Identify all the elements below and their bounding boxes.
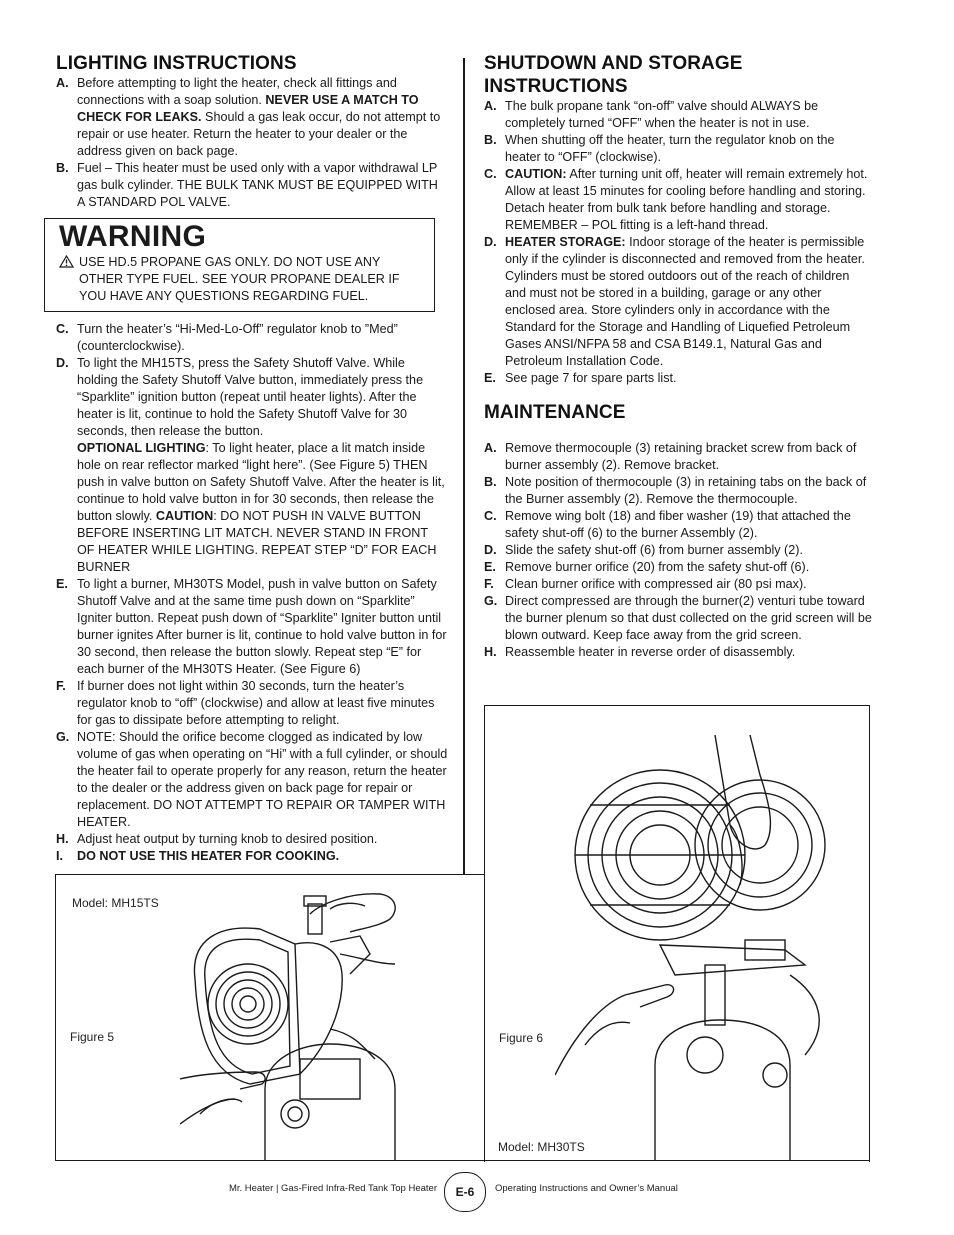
step-label: B. — [484, 475, 497, 489]
step-text: Should a gas leak occur, do not attempt to repair or use heater. Return the heater to your dealer or the address given on back page. — [77, 110, 441, 158]
shutdown-step-b — [484, 132, 872, 166]
shutdown-step-d — [484, 234, 872, 370]
lighting-instructions-section — [56, 52, 448, 865]
lighting-heading: LIGHTING INSTRUCTIONS — [56, 53, 297, 74]
step-label: C. — [484, 167, 497, 181]
step-text: DO NOT USE THIS HEATER FOR COOKING. — [77, 849, 340, 863]
column-divider — [463, 58, 465, 875]
maintenance-step-h — [484, 644, 872, 661]
warning-row — [59, 254, 420, 305]
step-text: To light a burner, MH30TS Model, push in valve button on Safety Shutoff Valve and at the same time push down on “Sparklite” Igniter button. Repeat push down of “Sparklite” Igniter button until burner ignites After burner is lit, continue to hold valve button in for 30 second, then release the button slowly. Repeat step “E” for each burner of the MH30TS Heater. (See Figure 6) — [77, 577, 447, 676]
figure6-heater-illustration — [555, 735, 865, 1160]
maintenance-step-e — [484, 559, 872, 576]
figure5-label: Figure 5 — [70, 1030, 115, 1044]
optional-heading: OPTIONAL LIGHTING — [77, 441, 206, 455]
maintenance-heading: MAINTENANCE — [484, 402, 626, 423]
shutdown-step-c — [484, 166, 872, 234]
shutdown-step-e — [484, 370, 872, 387]
lighting-step-b — [56, 160, 448, 211]
lighting-step-d — [56, 355, 448, 440]
shutdown-step-a — [484, 98, 872, 132]
step-text: Note position of thermocouple (3) in retaining tabs on the back of the Burner assembly (2). Remove the thermocouple. — [505, 475, 867, 506]
figure6-label: Figure 6 — [499, 1031, 544, 1045]
figure6-model-caption: Model: MH30TS — [498, 1140, 585, 1154]
step-text: To light the MH15TS, press the Safety Shutoff Valve. While holding the Safety Shutoff Valve button, immediately press the “Sparklite” ignition button (repeat until heater lights). After the heater is lit, continue to hold the Safety Shutoff Valve for 30 seconds, then release the button. — [77, 356, 424, 438]
lighting-step-c — [56, 321, 448, 355]
warning-triangle-icon — [59, 255, 74, 273]
step-emphasis: HEATER STORAGE: — [505, 235, 626, 249]
step-label: A. — [484, 441, 497, 455]
step-emphasis: CAUTION: — [505, 167, 567, 181]
step-text: After turning unit off, heater will remain extremely hot. Allow at least 15 minutes for cooling before handling and storing. Detach heater from bulk tank before handling and storage. REMEMBER – POL fitting is a left-hand thread. — [505, 167, 868, 232]
step-text: See page 7 for spare parts list. — [505, 371, 677, 385]
lighting-step-e — [56, 576, 448, 678]
optional-text: : To light heater, place a lit match inside hole on rear reflector marked “light here”. (See Figure 5) THEN push in valve button on Safety Shutoff Valve. After the heater is lit, continue to hold valve button in for 30 seconds, then release the button slowly. — [77, 441, 445, 523]
maintenance-step-g — [484, 593, 872, 644]
step-label: B. — [484, 133, 497, 147]
lighting-step-h — [56, 831, 448, 848]
heading-line: INSTRUCTIONS — [484, 76, 628, 97]
optional-text: : DO NOT PUSH IN VALVE BUTTON BEFORE INSERTING LIT MATCH. NEVER STAND IN FRONT OF HEATER WHILE LIGHTING. REPEAT STEP “D” FOR EACH BURNER — [77, 509, 437, 574]
step-text: Remove thermocouple (3) retaining bracket screw from back of burner assembly (2). Remove bracket. — [505, 441, 857, 472]
lighting-step-f — [56, 678, 448, 729]
warning-text: USE HD.5 PROPANE GAS ONLY. DO NOT USE ANY OTHER TYPE FUEL. SEE YOUR PROPANE DEALER IF YOU HAVE ANY QUESTIONS REGARDING FUEL. — [79, 255, 400, 303]
step-text: If burner does not light within 30 seconds, turn the heater’s regulator knob to “off” (clockwise) and allow at least five minutes for gas to dissipate before attempting to relight. — [77, 679, 435, 727]
maintenance-step-b — [484, 474, 872, 508]
step-text: Direct compressed are through the burner(2) venturi tube toward the burner plenum so that dust collected on the grid screen will be blown outward. Keep face away from the grid screen. — [505, 594, 872, 642]
footer-right-text: Operating Instructions and Owner’s Manual — [495, 1183, 678, 1194]
page-number-badge: E-6 — [444, 1172, 486, 1212]
optional-lighting — [56, 440, 448, 576]
step-label: D. — [484, 235, 497, 249]
step-text: When shutting off the heater, turn the regulator knob on the heater to “OFF” (clockwise). — [505, 133, 835, 164]
warning-box — [44, 218, 435, 312]
step-label: E. — [56, 577, 68, 591]
shutdown-section — [484, 52, 872, 661]
figure5-frame-top — [55, 874, 484, 875]
maintenance-step-f — [484, 576, 872, 593]
step-label: A. — [484, 99, 497, 113]
shutdown-heading — [484, 52, 872, 98]
step-label: E. — [484, 560, 496, 574]
heading-line: SHUTDOWN AND STORAGE — [484, 53, 743, 74]
footer-left-text: Mr. Heater | Gas-Fired Infra-Red Tank Top Heater — [228, 1183, 437, 1194]
step-label: F. — [56, 679, 66, 693]
maintenance-step-c — [484, 508, 872, 542]
maintenance-step-d — [484, 542, 872, 559]
step-text: Adjust heat output by turning knob to desired position. — [77, 832, 378, 846]
step-text: Remove wing bolt (18) and fiber washer (19) that attached the safety shut-off (6) to the burner Assembly (2). — [505, 509, 851, 540]
step-label: G. — [484, 594, 498, 608]
lighting-step-a — [56, 75, 448, 160]
step-label: G. — [56, 730, 70, 744]
step-label: H. — [56, 832, 69, 846]
step-text: Indoor storage of the heater is permissible only if the cylinder is disconnected and removed from the heater. Cylinders must be stored outdoors out of the reach of children and must not be stored in a building, garage or any other enclosed area. Store cylinders only in accordance with the Standard for the Storage and Handling of Liquefied Petroleum Gases ANSI/NFPA 58 and CSA B149.1, Natural Gas and Petroleum Installation Code. — [505, 235, 865, 368]
step-emphasis: NEVER USE A MATCH TO CHECK FOR LEAKS. — [77, 93, 419, 124]
figure5-model-caption: Model: MH15TS — [72, 896, 159, 910]
step-text: Clean burner orifice with compressed air (80 psi max). — [505, 577, 807, 591]
step-label: D. — [56, 356, 69, 370]
step-text: Remove burner orifice (20) from the safety shut-off (6). — [505, 560, 810, 574]
step-text: The bulk propane tank “on-off” valve should ALWAYS be completely turned “OFF” when the heater is not in use. — [505, 99, 819, 130]
step-label: I. — [56, 849, 63, 863]
step-label: C. — [484, 509, 497, 523]
warning-title: WARNING — [59, 220, 207, 253]
step-label: C. — [56, 322, 69, 336]
step-text: NOTE: Should the orifice become clogged as indicated by low volume of gas when operating on “Hi” with a full cylinder, or should the heater fail to operate properly for any reason, return the heater to the dealer or the address given on back page for repair or replacement. DO NOT ATTEMPT TO REPAIR OR TAMPER WITH HEATER. — [77, 730, 448, 829]
step-text: Reassemble heater in reverse order of disassembly. — [505, 645, 796, 659]
step-label: E. — [484, 371, 496, 385]
step-text: Before attempting to light the heater, check all fittings and connections with a soap solution. — [77, 76, 397, 107]
step-label: H. — [484, 645, 497, 659]
step-text: Fuel – This heater must be used only with a vapor withdrawal LP gas bulk cylinder. THE BULK TANK MUST BE EQUIPPED WITH A STANDARD POL VALVE. — [77, 161, 438, 209]
lighting-step-i — [56, 848, 448, 865]
step-label: A. — [56, 76, 69, 90]
step-label: B. — [56, 161, 69, 175]
caution-label: CAUTION — [155, 509, 214, 523]
step-text: Turn the heater’s “Hi-Med-Lo-Off” regulator knob to ”Med” (counterclockwise). — [77, 322, 398, 353]
figure5-heater-illustration — [180, 884, 480, 1160]
step-label: F. — [484, 577, 494, 591]
step-text: Slide the safety shut-off (6) from burner assembly (2). — [505, 543, 803, 557]
maintenance-step-a — [484, 440, 872, 474]
step-label: D. — [484, 543, 497, 557]
lighting-step-g — [56, 729, 448, 831]
